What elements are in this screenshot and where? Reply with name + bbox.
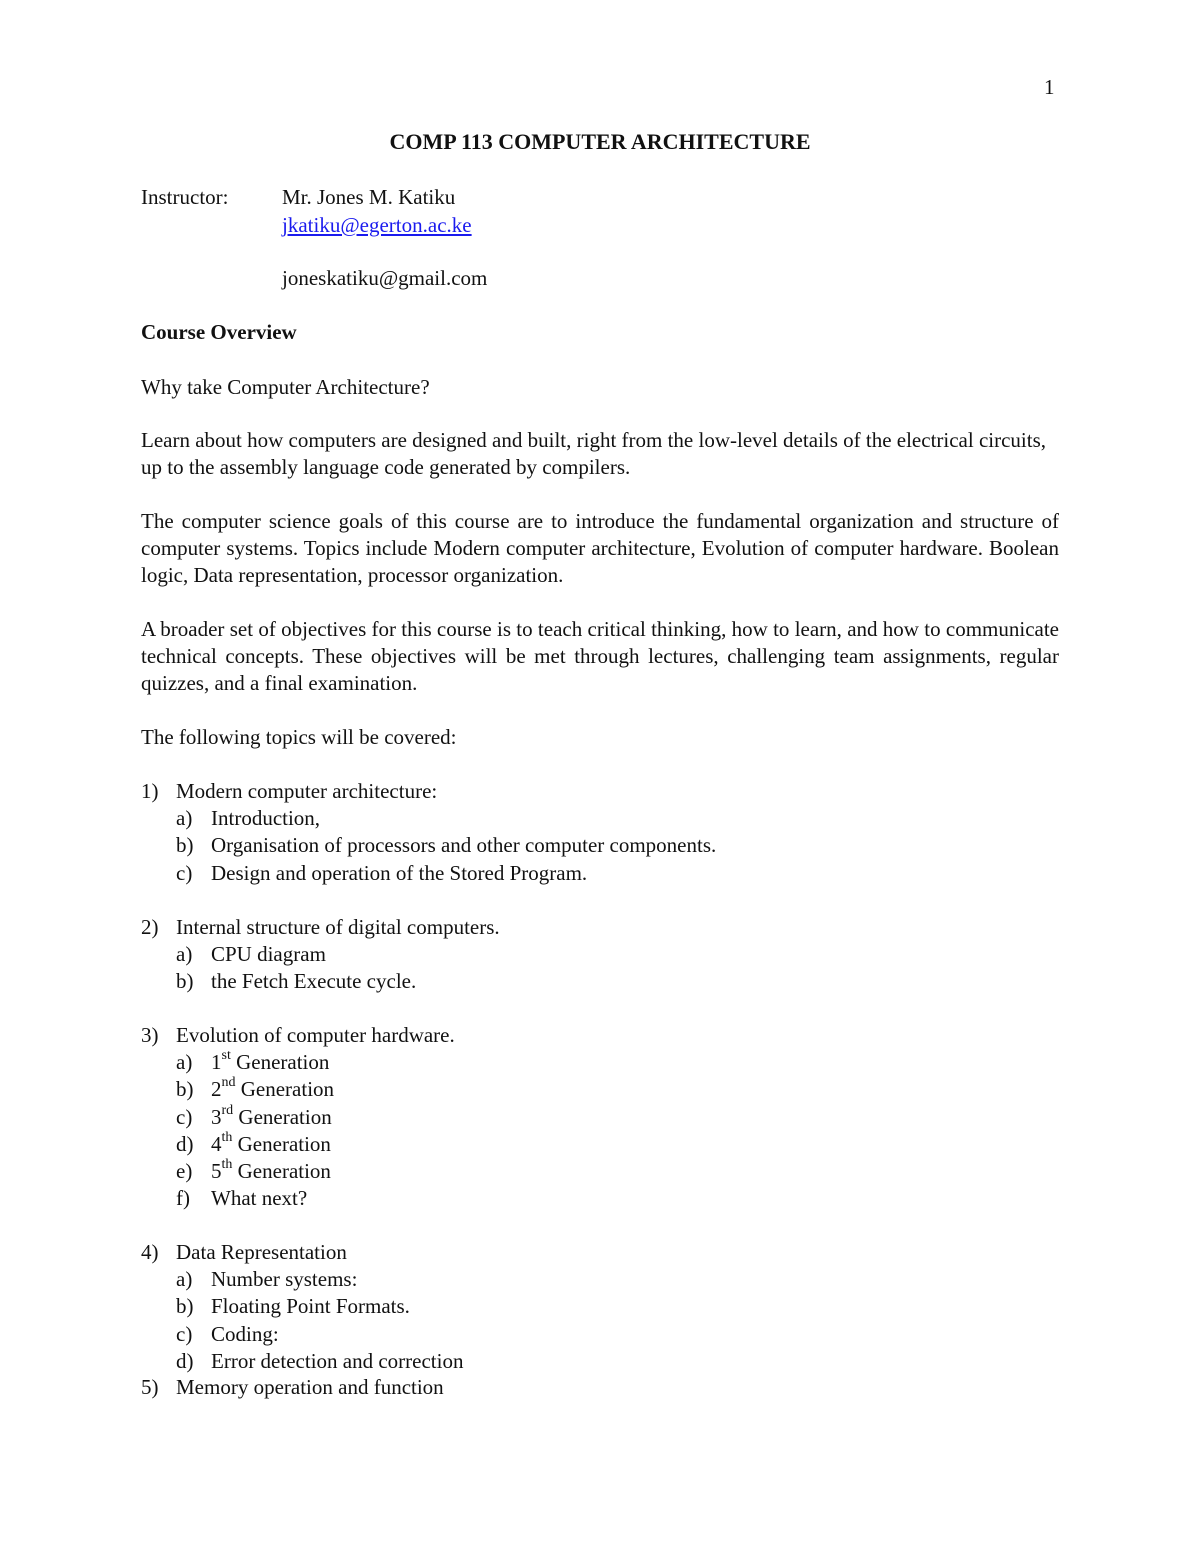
subtopic-label: Generation — [232, 1131, 331, 1156]
topic-number: 4) — [141, 1240, 159, 1264]
ordinal-suffix: rd — [221, 1102, 234, 1118]
topic-title: Internal structure of digital computers. — [176, 915, 500, 939]
ordinal-number: 3 — [211, 1104, 222, 1129]
subtopic-text — [211, 1131, 331, 1158]
subtopic-text: What next? — [211, 1186, 308, 1211]
subtopic-letter: b) — [176, 1294, 194, 1319]
ordinal-number: 5 — [211, 1159, 222, 1183]
subtopic-letter: b) — [176, 833, 194, 858]
overview-paragraph: Learn about how computers are designed and built, right from the low-level details of the electrical circuits, up to the assembly language code generated by compilers. — [141, 428, 1047, 479]
instructor-name: Mr. Jones M. Katiku — [282, 185, 456, 209]
page-number: 1 — [1044, 75, 1055, 99]
subtopic-text — [211, 1158, 331, 1185]
subtopic-letter: c) — [176, 860, 193, 885]
topic-title: Modern computer architecture: — [176, 779, 438, 803]
topic-number: 2) — [141, 915, 159, 939]
subtopic-text — [211, 1104, 332, 1131]
overview-paragraph: A broader set of objectives for this course is to teach critical thinking, how to learn, and how to communicate technical concepts. These objectives will be met through lectures, challenging team assignments, regular quizzes, and a final examination. — [141, 617, 1059, 695]
topic-number: 5) — [141, 1375, 159, 1399]
subtopic-letter: a) — [176, 1267, 193, 1292]
subtopic-text: Design and operation of the Stored Program. — [211, 860, 588, 885]
ordinal-number: 1 — [211, 1050, 222, 1075]
subtopic-letter: c) — [176, 1321, 193, 1346]
topic-number: 3) — [141, 1023, 159, 1047]
subtopic-letter: d) — [176, 1348, 194, 1373]
subtopic-label: Generation — [232, 1159, 331, 1183]
ordinal-suffix: st — [221, 1048, 231, 1064]
subtopic-letter: a) — [176, 1050, 193, 1075]
topic-title: Data Representation — [176, 1240, 347, 1264]
subtopic-letter: a) — [176, 942, 193, 967]
subtopic-letter: f) — [176, 1186, 190, 1211]
subtopic-letter: c) — [176, 1104, 193, 1129]
subtopic-letter: d) — [176, 1131, 194, 1156]
overview-paragraph: The computer science goals of this course are to introduce the fundamental organization and structure of computer systems. Topics include Modern computer architecture, Evolution of computer hardware. Boolean logic, Data representation, processor organization. — [141, 509, 1059, 587]
topic-title: Evolution of computer hardware. — [176, 1023, 455, 1047]
subtopic-letter: a) — [176, 806, 193, 831]
ordinal-number: 2 — [211, 1077, 222, 1102]
subtopic-text: Coding: — [211, 1321, 279, 1346]
subtopic-label: Generation — [230, 1050, 330, 1075]
subtopic-text: Number systems: — [211, 1267, 358, 1292]
subtopic-text — [211, 1049, 329, 1076]
course-overview-heading: Course Overview — [141, 320, 297, 344]
subtopic-text: Introduction, — [211, 806, 321, 831]
subtopic-text: CPU diagram — [211, 942, 326, 967]
instructor-email-secondary: joneskatiku@gmail.com — [282, 266, 488, 290]
subtopic-label: Generation — [235, 1077, 335, 1102]
subtopic-label: Generation — [233, 1104, 332, 1129]
subtopic-text: Organisation of processors and other computer components. — [211, 833, 717, 858]
subtopic-letter: b) — [176, 1077, 194, 1102]
subtopic-letter: b) — [176, 969, 194, 994]
subtopic-letter: e) — [176, 1159, 193, 1183]
ordinal-number: 4 — [211, 1131, 222, 1156]
instructor-email-link[interactable]: jkatiku@egerton.ac.ke — [282, 213, 472, 237]
subtopic-text: Error detection and correction — [211, 1348, 464, 1373]
topic-number: 1) — [141, 779, 159, 803]
instructor-label: Instructor: — [141, 185, 229, 209]
subtopic-text: the Fetch Execute cycle. — [211, 969, 417, 994]
ordinal-suffix: th — [221, 1129, 233, 1145]
topics-intro: The following topics will be covered: — [141, 725, 457, 749]
overview-question: Why take Computer Architecture? — [141, 375, 430, 399]
ordinal-suffix: nd — [221, 1075, 236, 1091]
ordinal-suffix: th — [221, 1157, 233, 1172]
subtopic-text — [211, 1076, 334, 1103]
subtopic-text: Floating Point Formats. — [211, 1294, 410, 1319]
topic-title: Memory operation and function — [176, 1375, 444, 1399]
page-title: COMP 113 COMPUTER ARCHITECTURE — [389, 129, 811, 154]
